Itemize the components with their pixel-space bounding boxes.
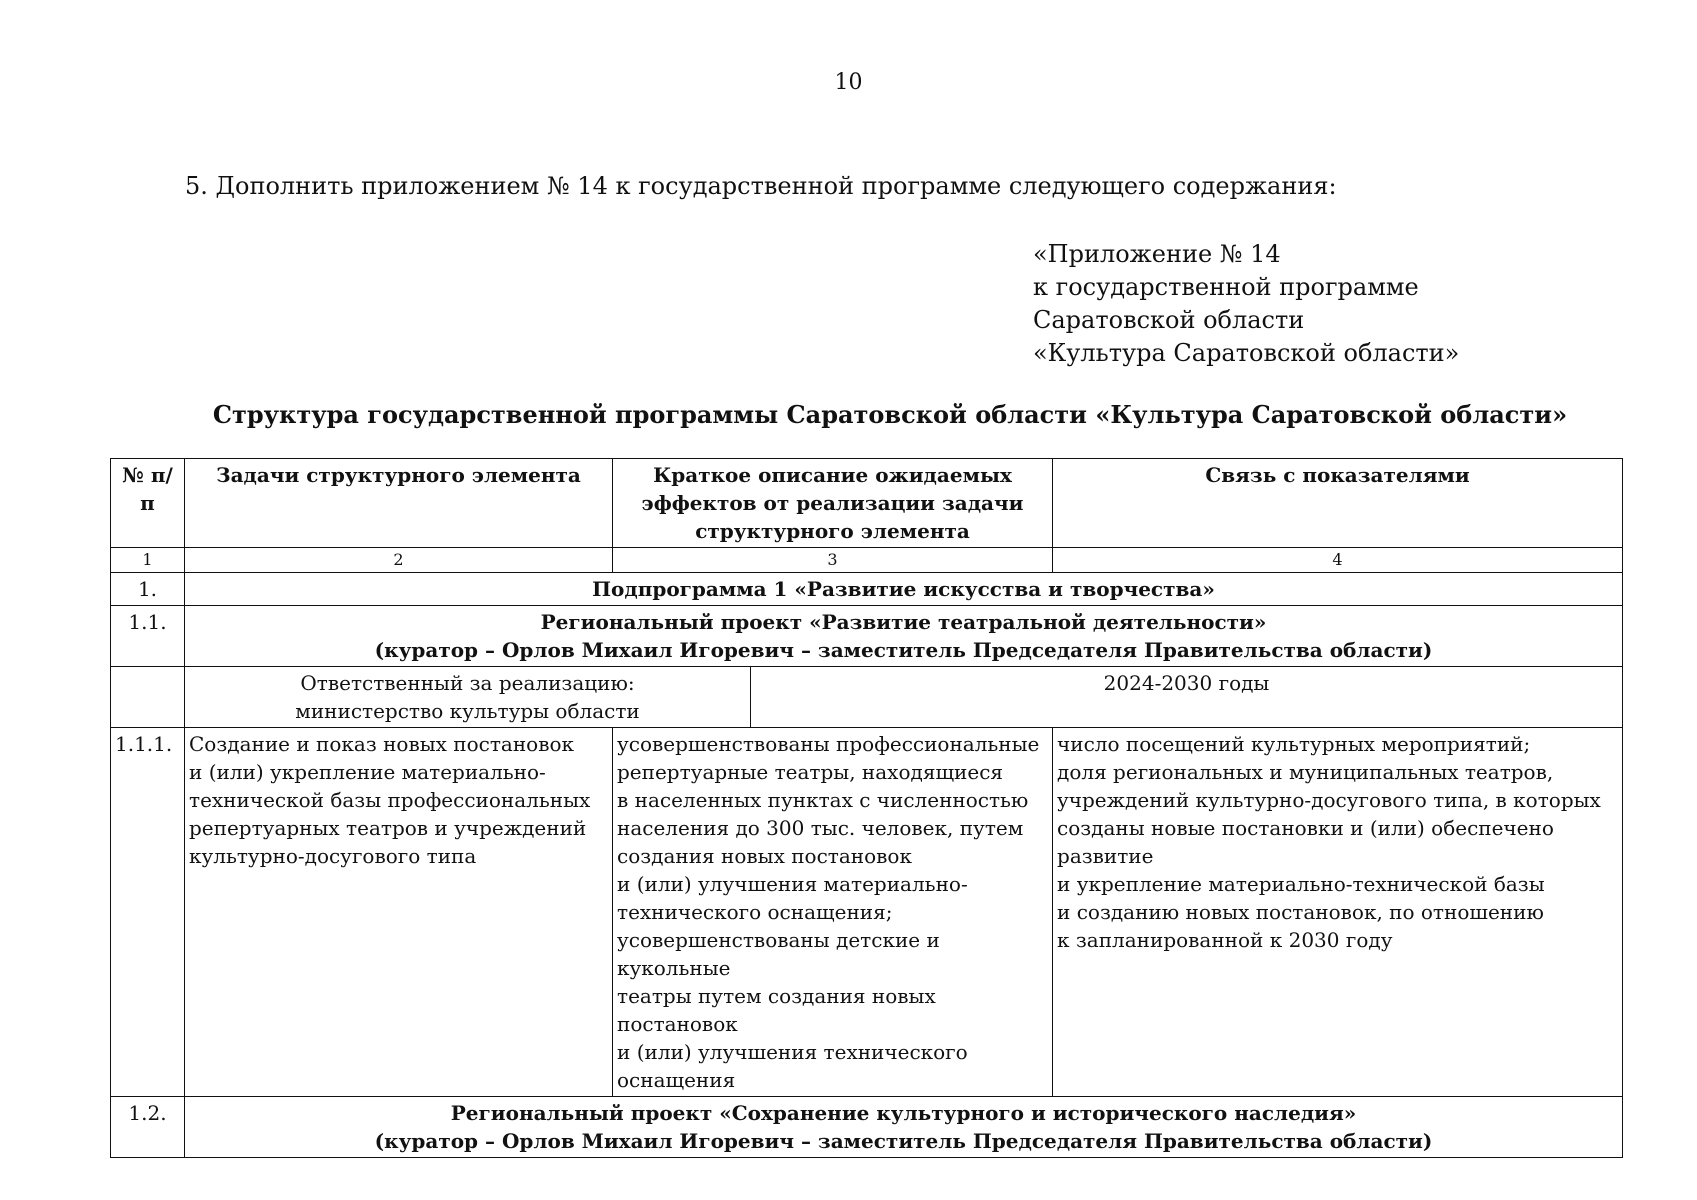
effect-cell [613,728,1053,1097]
effect-line: усовершенствованы детские и кукольные [617,928,940,980]
effect-line: населения до 300 тыс. человек, путем [617,816,1024,840]
task-line: и (или) укрепление материально- [189,760,546,784]
task-line: культурно-досугового типа [189,844,477,868]
column-number: 3 [613,548,1053,573]
table-row-project-1-1 [111,606,1623,667]
indicator-line: созданы новые постановки и (или) обеспечено развитие [1057,816,1554,868]
intro-paragraph: 5. Дополнить приложением № 14 к государственной программе следующего содержания: [185,172,1337,200]
header-links: Связь с показателями [1053,459,1623,548]
effect-line: технического оснащения; [617,900,893,924]
header-tasks: Задачи структурного элемента [185,459,613,548]
appendix-line-4: «Культура Саратовской области» [1033,339,1460,367]
structure-table [110,458,1623,1158]
empty-cell [111,667,185,728]
indicator-line: и укрепление материально-технической базы [1057,872,1545,896]
page-number: 10 [834,70,863,95]
indicator-line: число посещений культурных мероприятий; [1057,732,1531,756]
project-title [185,1097,1623,1158]
task-cell [185,728,613,1097]
row-number: 1.2. [111,1097,185,1158]
table-header-row [111,459,1623,548]
document-title: Структура государственной программы Саратовской области «Культура Саратовской области» [212,400,1568,429]
indicator-line: и созданию новых постановок, по отношению [1057,900,1544,924]
header-number: № п/п [111,459,185,548]
effect-line: и (или) улучшения технического [617,1040,968,1064]
effect-line: репертуарные театры, находящиеся [617,760,1004,784]
implementation-period: 2024-2030 годы [751,667,1623,728]
project-title [185,606,1623,667]
effect-line: оснащения [617,1068,736,1092]
project-curator: (куратор – Орлов Михаил Игоревич – заместитель Председателя Правительства области) [374,1129,1433,1153]
table-row-subprogram-1 [111,573,1623,606]
task-line: репертуарных театров и учреждений [189,816,587,840]
task-line: Создание и показ новых постановок [189,732,575,756]
project-name: Региональный проект «Сохранение культурного и исторического наследия» [450,1101,1357,1125]
appendix-line-3: Саратовской области [1033,306,1305,334]
effect-line: в населенных пунктах с численностью [617,788,1029,812]
project-curator: (куратор – Орлов Михаил Игоревич – заместитель Председателя Правительства области) [374,638,1433,662]
responsible-cell [185,667,751,728]
responsible-ministry: министерство культуры области [295,699,640,723]
responsible-label: Ответственный за реализацию: [300,671,635,695]
appendix-line-2: к государственной программе [1033,273,1419,301]
indicator-link-cell [1053,728,1623,1097]
appendix-line-1: «Приложение № 14 [1033,240,1281,268]
task-line: технической базы профессиональных [189,788,591,812]
row-number: 1.1. [111,606,185,667]
project-name: Региональный проект «Развитие театральной деятельности» [540,610,1267,634]
appendix-reference [1033,238,1459,370]
indicator-line: учреждений культурно-досугового типа, в которых [1057,788,1601,812]
table-row-responsible [111,667,1623,728]
effect-line: театры путем создания новых постановок [617,984,936,1036]
column-number: 2 [185,548,613,573]
effect-line: и (или) улучшения материально- [617,872,968,896]
header-effects: Краткое описание ожидаемых эффектов от реализации задачи структурного элемента [613,459,1053,548]
column-number: 1 [111,548,185,573]
indicator-line: к запланированной к 2030 году [1057,928,1393,952]
subprogram-title: Подпрограмма 1 «Развитие искусства и творчества» [185,573,1623,606]
indicator-line: доля региональных и муниципальных театров, [1057,760,1554,784]
effect-line: создания новых постановок [617,844,912,868]
effect-line: усовершенствованы профессиональные [617,732,1040,756]
column-number: 4 [1053,548,1623,573]
row-number: 1.1.1. [111,728,185,1097]
table-row-project-1-2 [111,1097,1623,1158]
column-number-row [111,548,1623,573]
row-number: 1. [111,573,185,606]
table-row-task-1-1-1 [111,728,1623,1097]
